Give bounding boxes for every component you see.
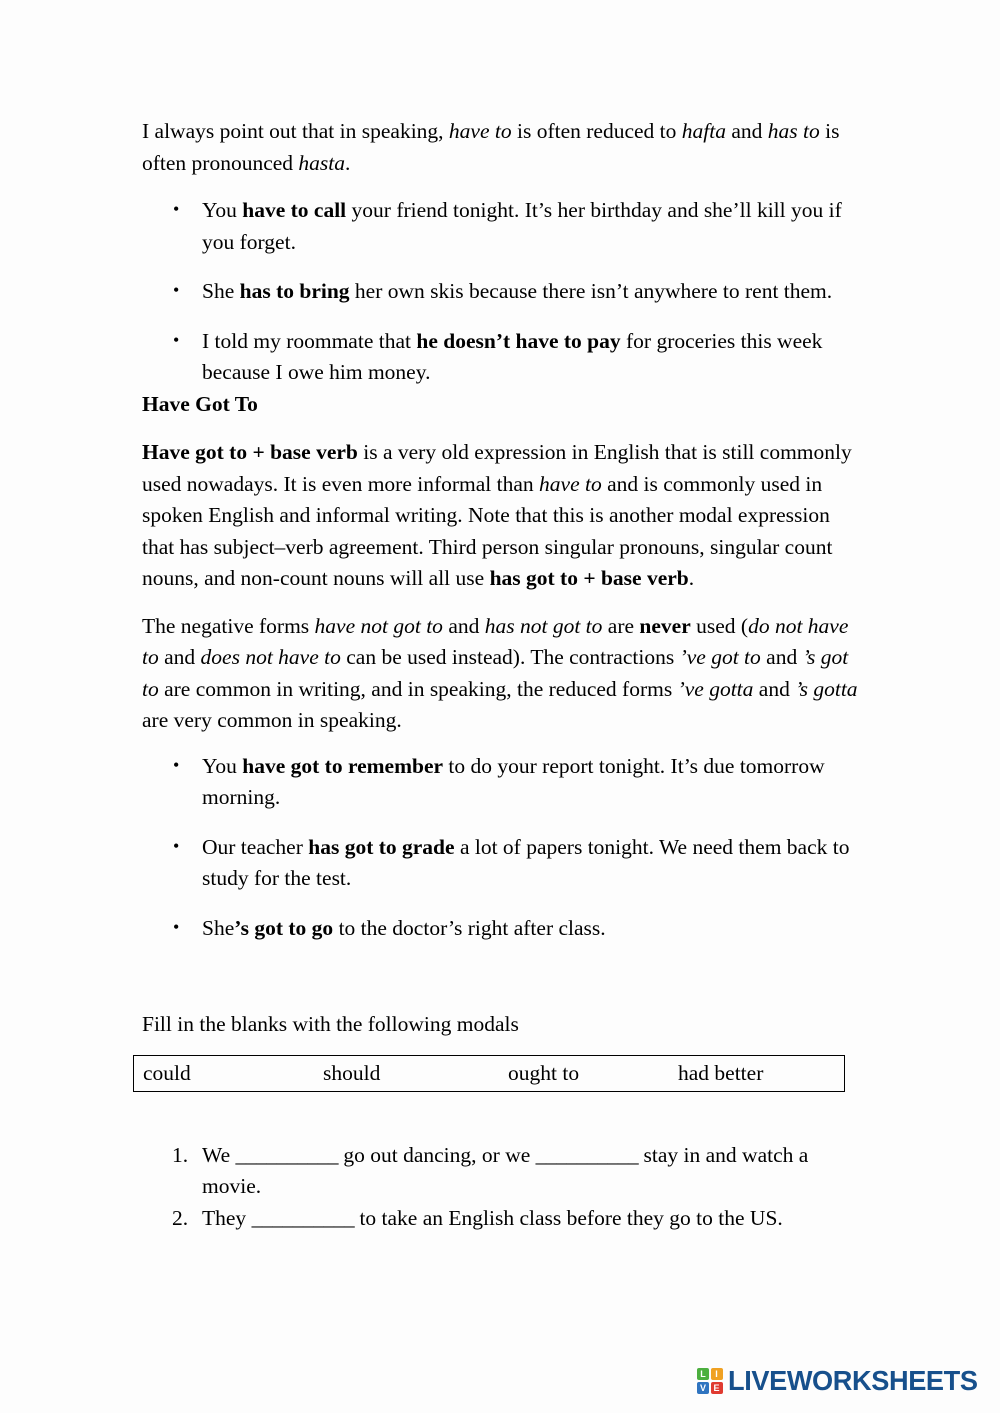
list-item (142, 1140, 864, 1203)
list-item (142, 751, 864, 814)
negative-bold-never: never (639, 613, 691, 638)
list-item (142, 913, 864, 945)
intro-text-4: is often pronounced (142, 119, 840, 175)
bullet-bold-phrase: have got to remember (242, 753, 444, 778)
word-bank-option[interactable]: could (143, 1060, 191, 1085)
bullet-bold-phrase: has to bring (239, 279, 350, 303)
negative-em-3: do not have to (142, 613, 849, 669)
negative-em-4: does not have to (200, 645, 341, 669)
bullet-pre-text: Our teacher (202, 834, 309, 859)
bullet-post-text: a lot of papers tonight. We need them back to study for the test. (202, 834, 850, 890)
answer-blank[interactable]: __________ (535, 1142, 639, 1167)
negative-text-5: and (158, 645, 201, 669)
bullet-pre-text: She (202, 915, 235, 940)
bullet-post-text: for groceries this week because I owe him money. (202, 328, 823, 384)
have-to-example-list (142, 195, 864, 389)
word-bank-box (133, 1055, 845, 1092)
exercise-question-list (142, 1140, 864, 1235)
negative-em-6: ’s got to (142, 645, 849, 701)
bullet-post-text: your friend tonight. It’s her birthday and she’ll kill you if you forget. (202, 198, 842, 254)
negative-text-7: and (760, 645, 803, 669)
list-item (142, 195, 864, 258)
negative-em-5: ’ve got to (679, 645, 761, 669)
intro-text-2: is often reduced to (511, 119, 682, 143)
bullet-bold-phrase: ’s got to go (234, 915, 334, 940)
negative-em-2: has not got to (484, 613, 603, 638)
question-text-2: to take an English class before they go to the US. (354, 1205, 783, 1230)
intro-em-hafta: hafta (681, 119, 726, 143)
bullet-pre-text: You (202, 753, 243, 778)
negative-em-1: have not got to (314, 613, 443, 638)
question-text-2: go out dancing, or we (338, 1142, 536, 1167)
paragraph-text-2: and is commonly used in spoken English and informal writing. Note that this is another modal expression that has subject–verb agreement. Third person singular pronouns, singular count nouns, and non-count nouns will all use (142, 471, 833, 590)
intro-em-hasta: hasta (298, 150, 346, 175)
paragraph-bold-1: Have got to + base verb (142, 440, 358, 464)
intro-text-3: and (725, 119, 768, 143)
have-got-to-example-list (142, 751, 864, 945)
negative-text-6: can be used instead). The contractions (340, 645, 680, 669)
list-item (142, 1203, 864, 1235)
paragraph-text-3: . (688, 566, 695, 590)
word-bank-option[interactable]: had better (678, 1060, 764, 1085)
intro-paragraph (142, 116, 864, 179)
logo-wordmark: LIVEWORKSHEETS (727, 1365, 978, 1396)
answer-blank[interactable]: __________ (235, 1142, 338, 1167)
list-item (142, 326, 864, 389)
negative-em-8: ’s gotta (795, 676, 858, 701)
word-bank-option[interactable]: should (323, 1060, 381, 1085)
bullet-pre-text: I told my roommate that (202, 328, 417, 353)
negative-em-7: ’ve gotta (677, 676, 754, 701)
negative-text-4: used ( (690, 613, 749, 638)
bullet-bold-phrase: have to call (242, 198, 347, 222)
negative-forms-paragraph (142, 611, 864, 737)
intro-text-5: . (345, 150, 351, 175)
exercise-instruction: Fill in the blanks with the following modals (142, 1012, 519, 1036)
logo-tiles-icon (697, 1368, 723, 1394)
intro-em-have-to: have to (448, 119, 512, 143)
answer-blank[interactable]: __________ (251, 1205, 355, 1230)
negative-text-1: The negative forms (142, 613, 315, 638)
section-heading-have-got-to: Have Got To (142, 391, 258, 416)
intro-text-1: I always point out that in speaking, (142, 119, 449, 143)
question-text-1: They (202, 1205, 252, 1230)
bullet-post-text: her own skis because there isn’t anywhere to rent them. (349, 279, 833, 303)
document-content (142, 116, 864, 1234)
negative-text-2: and (442, 613, 485, 638)
negative-text-10: are very common in speaking. (142, 708, 402, 732)
question-text-1: We (202, 1142, 236, 1167)
logo-tile-l: L (697, 1368, 709, 1380)
bullet-post-text: to the doctor’s right after class. (333, 915, 606, 940)
list-item (142, 276, 864, 308)
negative-text-3: are (602, 613, 640, 638)
bullet-pre-text: You (202, 198, 243, 222)
paragraph-text-1: is a very old expression in English that is still commonly used nowadays. It is even more informal than (142, 440, 852, 496)
question-text-3: stay in and watch a movie. (202, 1142, 809, 1198)
logo-tile-v: V (697, 1382, 709, 1394)
logo-tile-e: E (711, 1382, 723, 1394)
bullet-pre-text: She (202, 279, 240, 303)
bullet-bold-phrase: has got to grade (308, 834, 455, 859)
paragraph-em-have-to: have to (539, 471, 602, 496)
paragraph-bold-2: has got to + base verb (489, 566, 689, 590)
negative-text-9: and (753, 676, 796, 701)
word-bank-option[interactable]: ought to (508, 1060, 580, 1085)
logo-tile-i: I (711, 1368, 723, 1380)
bullet-bold-phrase: he doesn’t have to pay (416, 328, 621, 353)
bullet-post-text: to do your report tonight. It’s due tomorrow morning. (202, 753, 825, 809)
list-item (142, 832, 864, 895)
have-got-to-paragraph (142, 437, 864, 595)
intro-em-has-to: has to (767, 119, 820, 143)
liveworksheets-logo[interactable] (697, 1367, 985, 1395)
negative-text-8: are common in writing, and in speaking, the reduced forms (158, 676, 678, 701)
